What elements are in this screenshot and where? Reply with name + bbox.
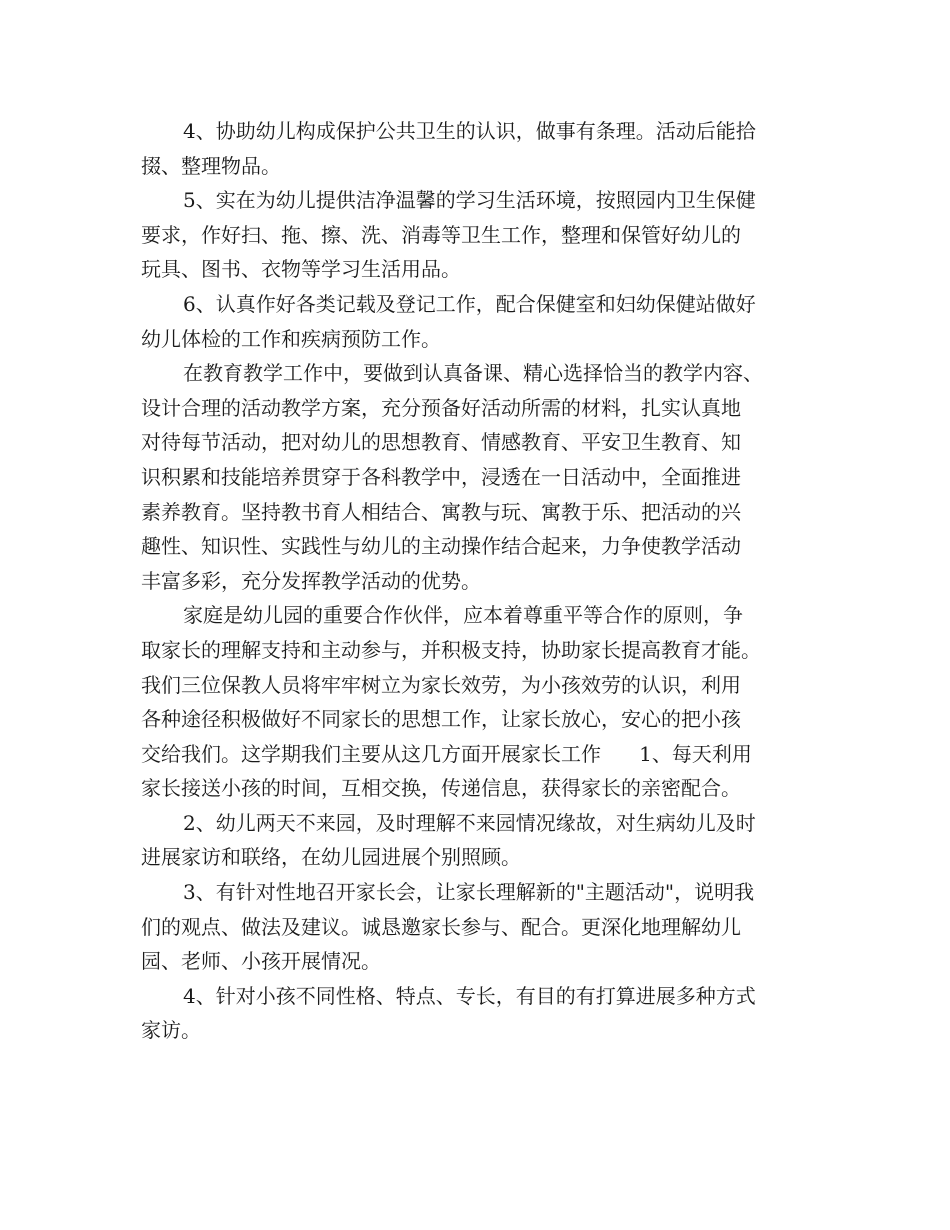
paragraph-line: 4、针对小孩不同性格、特点、专长，有目的有打算进展多种方式 xyxy=(183,983,756,1008)
paragraph-line: 取家长的理解支持和主动参与，并积极支持，协助家长提高教育才能。 xyxy=(141,637,761,662)
paragraph-line: 家长接送小孩的时间，互相交换，传递信息，获得家长的亲密配合。 xyxy=(141,776,741,801)
paragraph-line: 识积累和技能培养贯穿于各科教学中，浸透在一日活动中，全面推进 xyxy=(141,464,741,489)
paragraph-line: 园、老师、小孩开展情况。 xyxy=(141,949,381,974)
paragraph-line: 丰富多彩，充分发挥教学活动的优势。 xyxy=(141,568,481,593)
paragraph-line: 在教育教学工作中，要做到认真备课、精心选择恰当的教学内容、 xyxy=(183,361,763,386)
paragraph-line: 我们三位保教人员将牢牢树立为家长效劳，为小孩效劳的认识，利用 xyxy=(141,672,741,697)
paragraph-line: 素养教育。坚持教书育人相结合、寓教与玩、寓教于乐、把活动的兴 xyxy=(141,499,741,524)
paragraph-line: 2、幼儿两天不来园，及时理解不来园情况缘故，对生病幼儿及时 xyxy=(183,810,756,835)
paragraph-line: 5、实在为幼儿提供洁净温馨的学习生活环境，按照园内卫生保健 xyxy=(183,188,756,213)
paragraph-line: 各种途径积极做好不同家长的思想工作，让家长放心，安心的把小孩 xyxy=(141,707,741,732)
paragraph-line: 家庭是幼儿园的重要合作伙伴，应本着尊重平等合作的原则，争 xyxy=(183,603,743,628)
paragraph-line: 家访。 xyxy=(141,1018,201,1043)
paragraph-line: 6、认真作好各类记载及登记工作，配合保健室和妇幼保健站做好 xyxy=(183,291,756,316)
paragraph-line: 们的观点、做法及建议。诚恳邀家长参与、配合。更深化地理解幼儿 xyxy=(141,914,741,939)
paragraph-line: 设计合理的活动教学方案，充分预备好活动所需的材料，扎实认真地 xyxy=(141,395,741,420)
paragraph-line: 3、有针对性地召开家长会，让家长理解新的"主题活动"，说明我 xyxy=(183,880,755,905)
paragraph-line: 进展家访和联络，在幼儿园进展个别照顾。 xyxy=(141,845,521,870)
paragraph-line: 玩具、图书、衣物等学习生活用品。 xyxy=(141,257,461,282)
paragraph-line: 要求，作好扫、拖、擦、洗、消毒等卫生工作，整理和保管好幼儿的 xyxy=(141,222,741,247)
paragraph-line: 趣性、知识性、实践性与幼儿的主动操作结合起来，力争使教学活动 xyxy=(141,534,741,559)
paragraph-line: 交给我们。这学期我们主要从这几方面开展家长工作 1、每天利用 xyxy=(141,741,752,766)
paragraph-line: 幼儿体检的工作和疾病预防工作。 xyxy=(141,326,441,351)
paragraph-line: 掇、整理物品。 xyxy=(141,153,281,178)
document-body xyxy=(141,114,813,1048)
paragraph-line: 4、协助幼儿构成保护公共卫生的认识，做事有条理。活动后能拾 xyxy=(183,119,756,143)
paragraph-line: 对待每节活动，把对幼儿的思想教育、情感教育、平安卫生教育、知 xyxy=(141,430,741,455)
